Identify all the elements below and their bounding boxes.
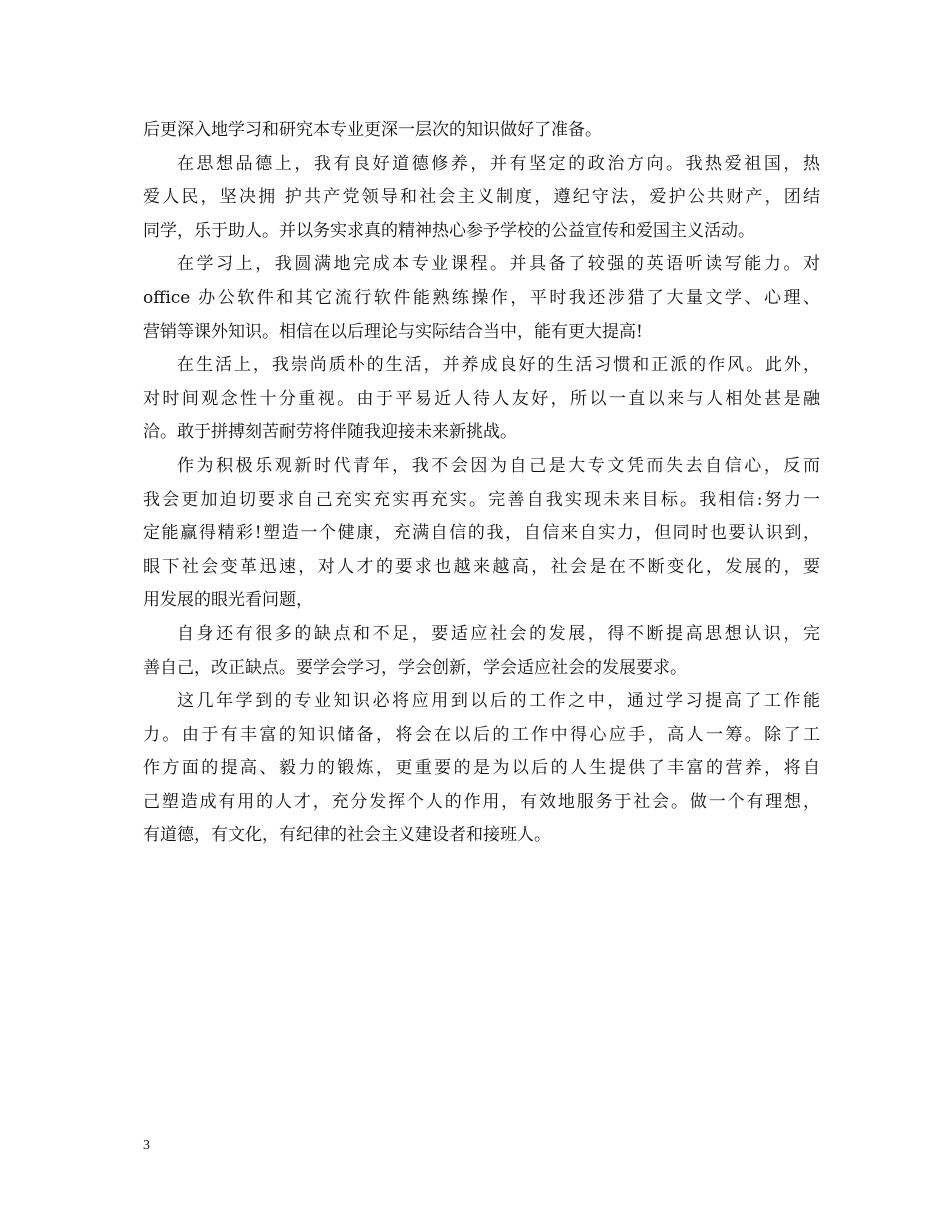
document-body (143, 114, 820, 853)
paragraph-line: 作方面的提高、毅力的锻炼，更重要的是为以后的人生提供了丰富的营养，将自 (143, 758, 820, 779)
page-number: 3 (143, 1138, 150, 1153)
paragraph-line: 在学习上，我圆满地完成本专业课程。并具备了较强的英语听读写能力。对 (177, 254, 820, 275)
paragraph-line: 定能赢得精彩!塑造一个健康，充满自信的我，自信来自实力，但同时也要认识到， (143, 523, 820, 544)
paragraph-line: 后更深入地学习和研究本专业更深一层次的知识做好了准备。 (143, 120, 602, 140)
paragraph-line: 这几年学到的专业知识必将应用到以后的工作之中，通过学习提高了工作能 (177, 691, 820, 712)
paragraph-line: 对时间观念性十分重视。由于平易近人待人友好，所以一直以来与人相处甚是融 (143, 388, 820, 409)
paragraph-line: 在生活上，我崇尚质朴的生活，并养成良好的生活习惯和正派的作风。此外， (177, 355, 820, 376)
paragraph-line: 爱人民，坚决拥 护共产党领导和社会主义制度，遵纪守法，爱护公共财产，团结 (143, 187, 820, 208)
paragraph-line: 用发展的眼光看问题， (143, 590, 313, 611)
paragraph-line: 在思想品德上，我有良好道德修养，并有坚定的政治方向。我热爱祖国，热 (177, 153, 820, 174)
paragraph-line: 洽。敢于拼搏刻苦耐劳将伴随我迎接未来新挑战。 (143, 422, 517, 443)
paragraph-line: 作为积极乐观新时代青年，我不会因为自己是大专文凭而失去自信心，反而 (177, 455, 820, 476)
paragraph-line: office 办公软件和其它流行软件能熟练操作，平时我还涉猎了大量文学、心理、 (143, 287, 820, 308)
paragraph-line: 有道德，有文化，有纪律的社会主义建设者和接班人。 (143, 825, 551, 846)
paragraph-line: 我会更加迫切要求自己充实充实再充实。完善自我实现未来目标。我相信:努力一 (143, 489, 820, 510)
paragraph-line: 眼下社会变革迅速，对人才的要求也越来越高，社会是在不断变化，发展的，要 (143, 556, 820, 577)
paragraph-line: 力。由于有丰富的知识储备，将会在以后的工作中得心应手，高人一筹。除了工 (143, 724, 820, 745)
paragraph-line: 营销等课外知识。相信在以后理论与实际结合当中，能有更大提高! (143, 321, 643, 342)
paragraph-line: 自身还有很多的缺点和不足，要适应社会的发展，得不断提高思想认识，完 (177, 623, 820, 644)
paragraph-line: 善自己，改正缺点。要学会学习，学会创新，学会适应社会的发展要求。 (143, 657, 687, 678)
paragraph-line: 同学，乐于助人。并以务实求真的精神热心参予学校的公益宣传和爱国主义活动。 (143, 220, 755, 241)
paragraph-line: 己塑造成有用的人才，充分发挥个人的作用，有效地服务于社会。做一个有理想， (143, 791, 820, 812)
